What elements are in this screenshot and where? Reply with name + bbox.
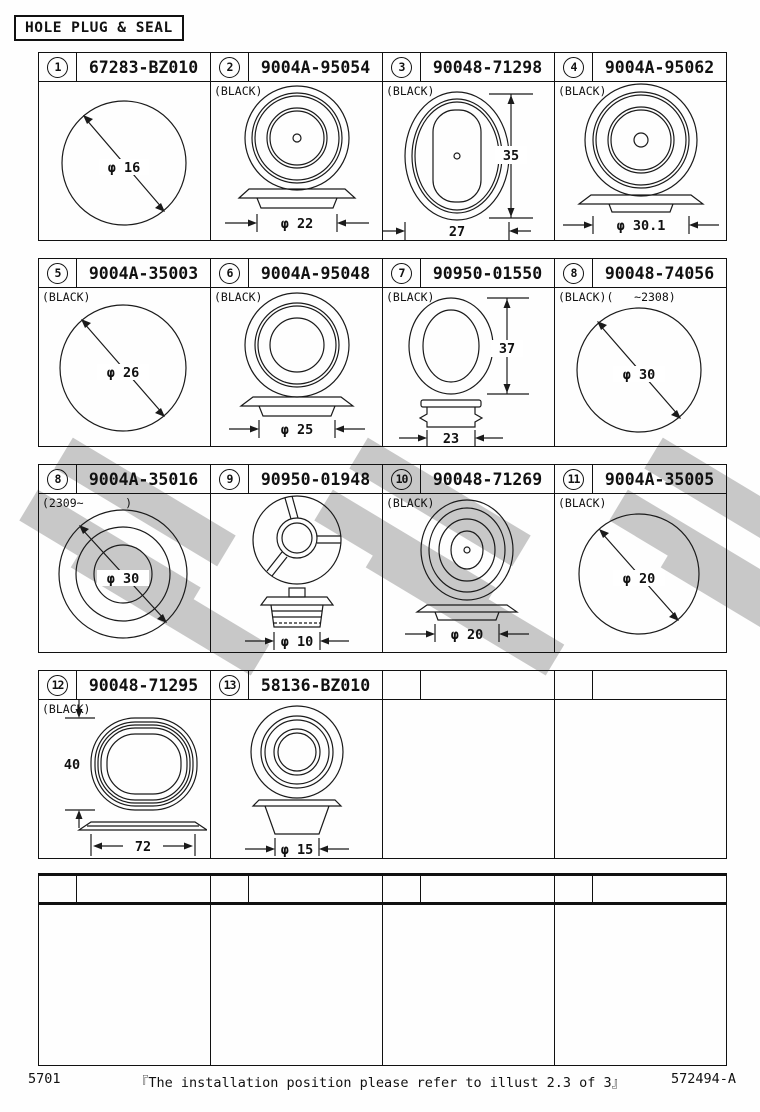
plug-drawing-circle <box>555 494 723 652</box>
part-note: (BLACK) <box>386 496 435 510</box>
empty-cell <box>211 904 383 1066</box>
part-number <box>77 875 211 904</box>
dimension-label: 72 <box>134 839 152 855</box>
item-number-cell <box>383 259 421 288</box>
dimension-label: φ 10 <box>280 634 314 650</box>
plug-drawing-top-profile <box>383 494 551 652</box>
item-number-cell <box>383 53 421 82</box>
dimension-label: 27 <box>448 224 466 240</box>
drawing-cell <box>211 288 383 447</box>
dimension-label: φ 15 <box>280 842 314 858</box>
item-number: 6 <box>219 263 240 284</box>
footer-note: 『The installation position please refer to illust 2.3 of 3』 <box>134 1075 626 1091</box>
plug-drawing-circle <box>39 494 207 652</box>
empty-cell <box>383 904 555 1066</box>
drawing-cell <box>555 82 727 241</box>
plug-drawing-top-profile <box>555 82 723 240</box>
parts-row-1 <box>38 52 727 241</box>
drawing-cell <box>39 494 211 653</box>
part-number: 9004A-35003 <box>77 259 211 288</box>
drawing-cell <box>39 288 211 447</box>
item-number-cell <box>39 671 77 700</box>
part-number: 90048-74056 <box>593 259 727 288</box>
item-number: 8 <box>47 469 68 490</box>
drawing-cell <box>383 82 555 241</box>
empty-cell <box>555 700 727 859</box>
dimension-label: φ 30 <box>622 367 656 383</box>
part-note: (BLACK) <box>558 84 607 98</box>
part-note: (BLACK) <box>386 84 435 98</box>
part-note: (BLACK) <box>558 496 607 510</box>
item-number-cell <box>383 465 421 494</box>
dimension-label: φ 16 <box>107 160 141 176</box>
item-number-cell <box>555 259 593 288</box>
item-number: 4 <box>563 57 584 78</box>
dimension-label: 40 <box>63 757 81 773</box>
parts-row-3 <box>38 464 727 653</box>
item-number-cell <box>555 671 593 700</box>
drawing-cell <box>211 82 383 241</box>
plug-drawing-stadium <box>39 700 207 858</box>
plug-drawing-circle <box>555 288 723 446</box>
part-number: 90048-71295 <box>77 671 211 700</box>
dimension-label: φ 20 <box>622 571 656 587</box>
item-number-cell <box>555 875 593 904</box>
part-number: 90950-01550 <box>421 259 555 288</box>
drawing-cell <box>211 494 383 653</box>
part-number <box>421 875 555 904</box>
part-number: 90950-01948 <box>249 465 383 494</box>
drawing-cell <box>555 494 727 653</box>
part-number <box>249 875 383 904</box>
part-number: 58136-BZ010 <box>249 671 383 700</box>
drawing-cell <box>383 494 555 653</box>
page-title: HOLE PLUG & SEAL <box>14 15 184 41</box>
part-number: 9004A-95054 <box>249 53 383 82</box>
part-note: (BLACK) <box>42 702 91 716</box>
plug-drawing-circle <box>39 82 207 240</box>
dimension-label: 23 <box>442 431 460 446</box>
part-number <box>593 671 727 700</box>
empty-cell <box>39 904 211 1066</box>
page-footer <box>0 1071 760 1091</box>
part-note: (BLACK) <box>42 290 91 304</box>
plug-drawing-spoked <box>211 494 379 652</box>
item-number-cell <box>39 875 77 904</box>
part-note: (BLACK) <box>214 84 263 98</box>
item-number-cell <box>39 465 77 494</box>
dimension-label: φ 30 <box>106 571 140 587</box>
item-number: 12 <box>47 675 68 696</box>
item-number-cell <box>211 671 249 700</box>
dimension-label: φ 30.1 <box>616 218 666 234</box>
part-note: (BLACK)( ~2308) <box>558 290 676 304</box>
part-note: (BLACK) <box>214 290 263 304</box>
drawing-cell <box>555 288 727 447</box>
plug-drawing-top-profile <box>211 82 379 240</box>
part-note: (BLACK) <box>386 290 435 304</box>
dimension-label: 35 <box>502 148 520 164</box>
item-number: 8 <box>563 263 584 284</box>
item-number-cell <box>211 465 249 494</box>
dimension-label: φ 22 <box>280 216 314 232</box>
item-number-cell <box>211 875 249 904</box>
drawing-cell <box>383 288 555 447</box>
plug-drawing-top-profile <box>211 288 379 446</box>
empty-parts-table <box>38 873 727 1066</box>
empty-cell <box>383 700 555 859</box>
drawing-cell <box>39 700 211 859</box>
parts-row-4 <box>38 670 727 859</box>
item-number-cell <box>211 259 249 288</box>
grommet-drawing <box>383 288 551 446</box>
item-number: 1 <box>47 57 68 78</box>
item-number-cell <box>211 53 249 82</box>
part-number: 90048-71298 <box>421 53 555 82</box>
dimension-label: 37 <box>498 341 516 357</box>
item-number: 3 <box>391 57 412 78</box>
item-number-cell <box>555 53 593 82</box>
part-number <box>593 875 727 904</box>
part-number: 67283-BZ010 <box>77 53 211 82</box>
item-number: 2 <box>219 57 240 78</box>
footer-page-number: 5701 <box>28 1071 61 1087</box>
item-number: 5 <box>47 263 68 284</box>
item-number: 10 <box>391 469 412 490</box>
item-number-cell <box>39 259 77 288</box>
part-number: 90048-71269 <box>421 465 555 494</box>
empty-cell <box>555 904 727 1066</box>
dimension-label: φ 26 <box>106 365 140 381</box>
item-number: 7 <box>391 263 412 284</box>
plug-drawing-top-profile <box>211 700 379 858</box>
dimension-label: φ 20 <box>450 627 484 643</box>
item-number: 11 <box>563 469 584 490</box>
part-number: 9004A-35005 <box>593 465 727 494</box>
plug-drawing-oval <box>383 82 551 240</box>
drawing-cell <box>211 700 383 859</box>
drawing-cell <box>39 82 211 241</box>
item-number-cell <box>383 875 421 904</box>
part-number <box>421 671 555 700</box>
item-number-cell <box>39 53 77 82</box>
dimension-label: φ 25 <box>280 422 314 438</box>
part-number: 9004A-95048 <box>249 259 383 288</box>
part-number: 9004A-35016 <box>77 465 211 494</box>
part-number: 9004A-95062 <box>593 53 727 82</box>
footer-doc-number: 572494-A <box>670 1071 736 1087</box>
item-number: 9 <box>219 469 240 490</box>
item-number-cell <box>383 671 421 700</box>
part-note: (2309~ ) <box>42 496 133 510</box>
item-number-cell <box>555 465 593 494</box>
plug-drawing-circle <box>39 288 207 446</box>
parts-row-2 <box>38 258 727 447</box>
item-number: 13 <box>219 675 240 696</box>
